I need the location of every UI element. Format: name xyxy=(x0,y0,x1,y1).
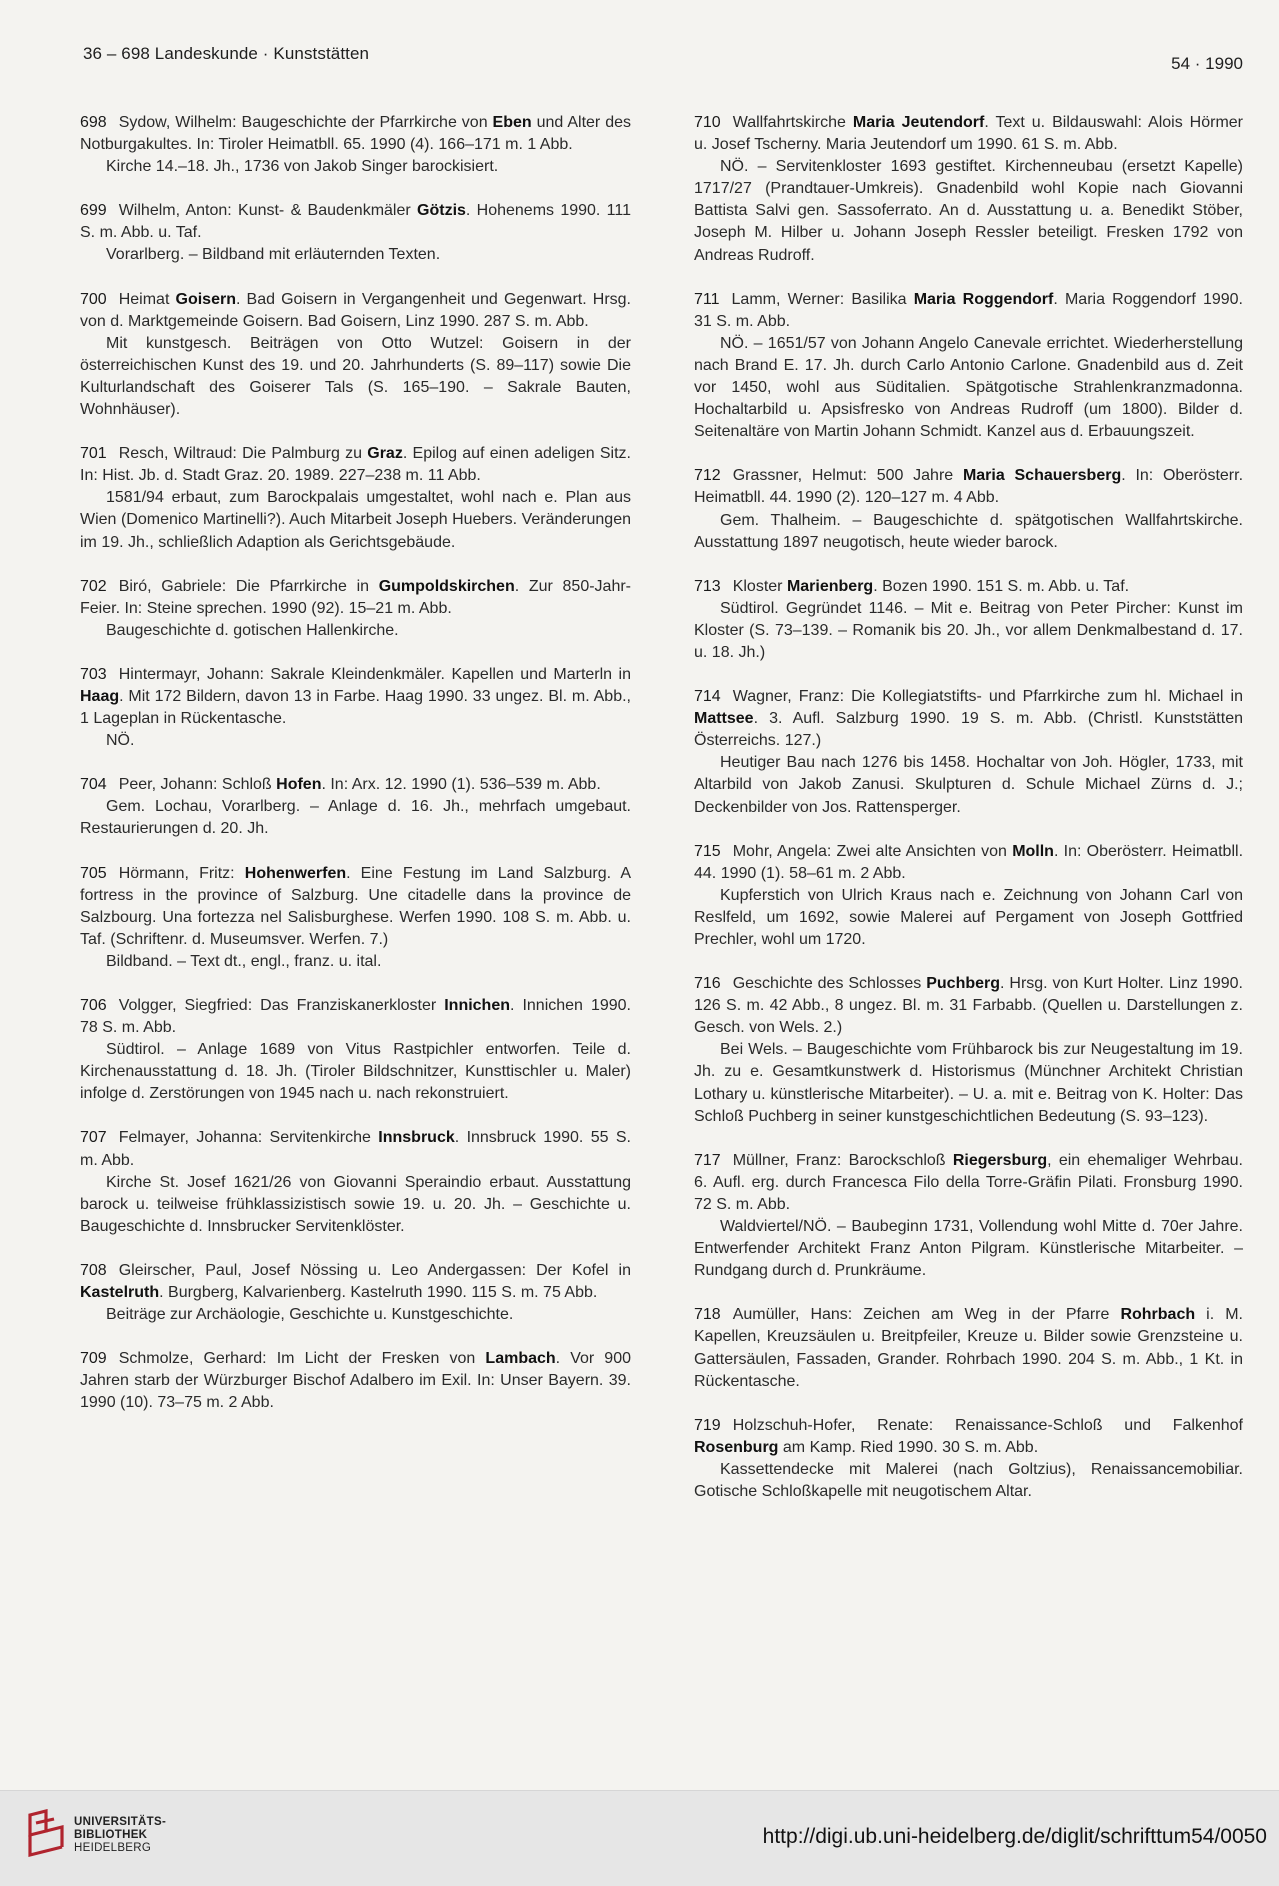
entry-annotation: Kirche St. Josef 1621/26 von Giovanni Speraindio erbaut. Ausstattung barock u. teilweise frühklassizistisch sowie 19. u. 20. Jh. – Geschichte u. Baugeschichte d. Innsbrucker Servitenklöster. xyxy=(80,1173,631,1235)
entry-citation xyxy=(80,1348,631,1414)
bibliography-entry xyxy=(80,995,631,1105)
entry-number: 706 xyxy=(80,997,107,1014)
entry-number: 716 xyxy=(694,975,721,993)
entry-annotation: Südtirol. – Anlage 1689 von Vitus Rastpichler entworfen. Teile d. Kirchenausstattung d. 18. Jh. (Tiroler Bildschnitzer, Kunsttischler u. Maler) infolge d. Zerstörungen von 1945 nach u. nach rekonstruiert. xyxy=(80,1041,631,1103)
bibliography-entry xyxy=(80,1127,631,1237)
entry-citation-rest: . Mit 172 Bildern, davon 13 in Farbe. Haag 1990. 33 ungez. Bl. m. Abb., 1 Lageplan in Rückentasche. xyxy=(80,687,631,728)
entry-number: 713 xyxy=(694,577,721,595)
entry-citation-rest: . 3. Aufl. Salzburg 1990. 19 S. m. Abb. (Christl. Kunststätten Österreichs. 127.) xyxy=(694,710,1243,750)
entry-citation-text: Lamm, Werner: Basilika xyxy=(731,290,914,308)
entry-citation-rest: . In: Oberösterr. Heimatbll. 44. 1990 (2). 120–127 m. 4 Abb. xyxy=(694,467,1244,507)
bibliography-entry xyxy=(694,1304,1243,1392)
entry-citation xyxy=(80,863,631,951)
entry-citation-text: Geschichte des Schlosses xyxy=(732,975,927,993)
entry-citation-text: Hintermayr, Johann: Sakrale Kleindenkmäler. Kapellen und Marterln in xyxy=(118,665,631,683)
right-column xyxy=(694,112,1243,1525)
entry-citation xyxy=(694,576,1243,598)
entry-place-keyword: Hofen xyxy=(276,776,322,794)
bibliography-entry xyxy=(694,973,1243,1128)
entry-annotation: NÖ. – Servitenkloster 1693 gestiftet. Kirchenneubau (ersetzt Kapelle) 1717/27 (Prandtauer-Umkreis). Gnadenbild wohl Kopie nach Giovanni Battista Salvi gen. Sassoferrato. An d. Ausstattung u. a. Benedikt Stöber, Joseph M. Hilber u. Johann Joseph Ressler beteiligt. Fresken 1792 von Andreas Rudroff. xyxy=(694,158,1243,264)
entry-citation-text: Hörmann, Fritz: xyxy=(118,864,245,882)
entry-annotation: Heutiger Bau nach 1276 bis 1458. Hochaltar von Joh. Högler, 1733, mit Altarbild von Jakob Zanusi. Skulpturen d. Schule Michael Zürns d. J.; Deckenbilder von Jos. Rattensperger. xyxy=(694,754,1243,816)
entry-citation xyxy=(80,1127,631,1171)
entry-place-keyword: Innichen xyxy=(444,997,510,1014)
entry-place-keyword: Riegersburg xyxy=(952,1151,1048,1169)
bibliography-entry xyxy=(80,443,631,553)
entry-place-keyword: Goisern xyxy=(175,290,236,308)
entry-citation xyxy=(80,774,631,796)
entry-citation-rest: am Kamp. Ried 1990. 30 S. m. Abb. xyxy=(778,1438,1039,1456)
entry-citation-text: Wilhelm, Anton: Kunst- & Baudenkmäler xyxy=(118,202,418,220)
entry-citation xyxy=(694,973,1243,1039)
footer-bar xyxy=(0,1790,1279,1886)
entry-citation-text: Felmayer, Johanna: Servitenkirche xyxy=(118,1129,379,1147)
entry-place-keyword: Molln xyxy=(1012,842,1054,860)
bibliography-entry xyxy=(694,112,1243,267)
entry-number: 715 xyxy=(694,842,721,860)
entry-annotation: Bildband. – Text dt., engl., franz. u. ital. xyxy=(106,952,382,970)
entry-citation xyxy=(694,289,1243,333)
library-name xyxy=(74,1816,166,1855)
bibliography-entry xyxy=(80,576,631,642)
entry-citation-rest: . Text u. Bildauswahl: Alois Hörmer u. Josef Tscherny. Maria Jeutendorf um 1990. 61 S. m. Abb. xyxy=(694,114,1244,154)
entry-number: 709 xyxy=(80,1350,107,1368)
entry-citation-text: Grassner, Helmut: 500 Jahre xyxy=(732,467,963,485)
library-name-line-3: HEIDELBERG xyxy=(74,1842,152,1854)
left-column xyxy=(80,112,631,1437)
entry-citation-text: Wagner, Franz: Die Kollegiatstifts- und Pfarrkirche zum hl. Michael in xyxy=(732,688,1243,706)
entry-number: 712 xyxy=(694,467,721,485)
entry-citation-rest: . Innichen 1990. 78 S. m. Abb. xyxy=(80,997,631,1037)
entry-annotation: Kassettendecke mit Malerei (nach Goltzius), Renaissancemobiliar. Gotische Schloßkapelle mit neugotischem Altar. xyxy=(694,1460,1243,1500)
entry-annotation: Bei Wels. – Baugeschichte vom Frühbarock bis zur Neugestaltung im 19. Jh. zu e. Gesamtkunstwerk d. Historismus (Münchner Architekt Christian Lothary u. künstlerische Mitarbeiter). – U. a. mit e. Beitrag von K. Holter: Das Schloß Puchberg in seiner kunstgeschichtlichen Bedeutung (S. 93–123). xyxy=(694,1041,1243,1125)
entry-citation xyxy=(694,1150,1243,1216)
entry-place-keyword: Eben xyxy=(492,114,532,131)
entry-annotation: Mit kunstgesch. Beiträgen von Otto Wutzel: Goisern in der österreichischen Kunst des 19. und 20. Jahrhunderts (S. 89–117) sowie Die Kulturlandschaft des Goiserer Tals (S. 165–190. – Sakrale Bauten, Wohnhäuser). xyxy=(80,334,631,419)
entry-citation xyxy=(80,664,631,730)
bibliography-entry xyxy=(694,289,1243,444)
entry-citation-rest: . Hrsg. von Kurt Holter. Linz 1990. 126 S. m. 42 Abb., 8 ungez. Bl. m. 31 Farbabb. (Quellen u. Darstellungen z. Gesch. von Wels. 2.) xyxy=(694,975,1244,1037)
bibliography-entry xyxy=(694,1150,1243,1283)
entry-citation-rest: . Bozen 1990. 151 S. m. Abb. u. Taf. xyxy=(873,577,1130,595)
entry-citation xyxy=(694,841,1243,885)
entry-number: 710 xyxy=(694,114,721,131)
entry-number: 719 xyxy=(694,1416,721,1434)
bibliography-entry xyxy=(80,1348,631,1414)
entry-annotation: Kirche 14.–18. Jh., 1736 von Jakob Singer barockisiert. xyxy=(106,158,499,176)
entry-place-keyword: Puchberg xyxy=(926,975,1001,993)
entry-citation-rest: . Maria Roggendorf 1990. 31 S. m. Abb. xyxy=(694,290,1243,330)
entry-annotation: NÖ. – 1651/57 von Johann Angelo Canevale errichtet. Wiederherstellung nach Brand E. 17. Jh. durch Carlo Antonio Carlone. Gnadenbild aus d. Zeit vor 1450, wohl aus Süditalien. Spätgotische Strahlenkranzmadonna. Hochaltarbild u. Apsisfresko von Andreas Rudroff (um 1800). Bilder d. Seitenaltäre von Martin Johann Schmidt. Kanzel aus d. Erbauungszeit. xyxy=(694,334,1243,441)
bibliography-entry xyxy=(80,200,631,266)
entry-citation-text: Volgger, Siegfried: Das Franziskanerkloster xyxy=(118,997,445,1014)
entry-annotation: Waldviertel/NÖ. – Baubeginn 1731, Vollendung wohl Mitte d. 70er Jahre. Entwerfender Architekt Franz Anton Pilgram. Künstlerische Mitarbeiter. – Rundgang durch d. Prunkräume. xyxy=(694,1218,1243,1280)
running-header xyxy=(83,44,1243,72)
entry-citation xyxy=(80,576,631,620)
entry-citation-rest: . Vor 900 Jahren starb der Würzburger Bischof Adalbero im Exil. In: Unser Bayern. 39. 1990 (10). 73–75 m. 2 Abb. xyxy=(80,1350,631,1412)
entry-annotation: Baugeschichte d. gotischen Hallenkirche. xyxy=(106,621,399,639)
entry-place-keyword: Rohrbach xyxy=(1120,1306,1196,1324)
entry-number: 714 xyxy=(694,688,721,706)
entry-place-keyword: Lambach xyxy=(485,1350,556,1368)
entry-place-keyword: Kastelruth xyxy=(80,1284,160,1302)
entry-place-keyword: Gumpoldskirchen xyxy=(378,577,515,595)
bibliography-entry xyxy=(80,289,631,422)
library-logo-icon xyxy=(24,1809,68,1859)
entry-citation-rest: . Eine Festung im Land Salzburg. A fortress in the province of Salzburg. Une citadelle dans la province de Salzbourg. Una fortezza nel Salisburghese. Werfen 1990. 108 S. m. Abb. u. Taf. (Schriftenr. d. Museumsver. Werfen. 7.) xyxy=(80,864,632,948)
entry-annotation: NÖ. xyxy=(106,732,135,750)
entry-place-keyword: Mattsee xyxy=(694,710,754,728)
entry-annotation: Kupferstich von Ulrich Kraus nach e. Zeichnung von Johann Carl von Reslfeld, um 1692, sowie Malerei auf Pergament von Joseph Gottfried Prechler, wohl um 1720. xyxy=(694,886,1243,948)
entry-place-keyword: Innsbruck xyxy=(378,1129,455,1147)
entry-place-keyword: Maria Roggendorf xyxy=(913,290,1054,308)
entry-citation xyxy=(694,686,1243,752)
entry-citation xyxy=(694,112,1243,156)
entry-citation-rest: . Bad Goisern in Vergangenheit und Gegenwart. Hrsg. von d. Marktgemeinde Goisern. Bad Goisern, Linz 1990. 287 S. m. Abb. xyxy=(80,290,632,330)
entry-citation-rest: . In: Arx. 12. 1990 (1). 536–539 m. Abb. xyxy=(321,776,601,794)
entry-annotation: Vorarlberg. – Bildband mit erläuternden Texten. xyxy=(106,246,441,264)
entry-citation-text: Resch, Wiltraud: Die Palmburg zu xyxy=(118,445,368,463)
bibliography-entry xyxy=(80,863,631,973)
entry-citation-text: Peer, Johann: Schloß xyxy=(118,776,277,794)
entry-citation-text: Heimat xyxy=(118,290,176,308)
entry-citation-rest: . Zur 850-Jahr-Feier. In: Steine sprechen. 1990 (92). 15–21 m. Abb. xyxy=(80,577,632,617)
entry-citation-text: Kloster xyxy=(732,577,787,595)
entry-number: 707 xyxy=(80,1129,107,1147)
entry-citation xyxy=(694,1304,1243,1392)
entry-citation-text: Wallfahrtskirche xyxy=(732,114,853,131)
entry-citation xyxy=(694,465,1243,509)
library-logo[interactable] xyxy=(24,1809,68,1859)
entry-citation xyxy=(80,112,631,156)
entry-place-keyword: Hohenwerfen xyxy=(244,864,347,882)
entry-citation-text: Schmolze, Gerhard: Im Licht der Fresken von xyxy=(118,1350,486,1368)
entry-citation-rest: . Epilog auf einen adeligen Sitz. In: Hist. Jb. d. Stadt Graz. 20. 1989. 227–238 m. 11 Abb. xyxy=(80,445,632,485)
bibliography-entry xyxy=(80,774,631,840)
entry-place-keyword: Rosenburg xyxy=(694,1438,779,1456)
entry-citation-text: Gleirscher, Paul, Josef Nössing u. Leo Andergassen: Der Kofel in xyxy=(118,1261,631,1279)
entry-citation-text: Mohr, Angela: Zwei alte Ansichten von xyxy=(732,842,1013,860)
entry-citation xyxy=(80,1260,631,1304)
entry-citation xyxy=(80,995,631,1039)
entry-number: 701 xyxy=(80,445,107,463)
entry-annotation: 1581/94 erbaut, zum Barockpalais umgestaltet, wohl nach e. Plan aus Wien (Domenico Martinelli?). Auch Mitarbeit Joseph Huebers. Veränderungen im 19. Jh., schließlich Adaption als Gerichtsgebäude. xyxy=(80,489,631,551)
entry-citation xyxy=(80,200,631,244)
entry-citation-rest: . In: Oberösterr. Heimatbll. 44. 1990 (1). 58–61 m. 2 Abb. xyxy=(694,842,1244,882)
entry-citation-rest: und Alter des Notburgakultes. In: Tiroler Heimatbll. 65. 1990 (4). 166–171 m. 1 Abb. xyxy=(80,114,631,154)
entry-number: 705 xyxy=(80,864,107,882)
entry-citation-text: Biró, Gabriele: Die Pfarrkirche in xyxy=(118,577,379,595)
entry-citation xyxy=(80,289,631,333)
entry-citation-rest: i. M. Kapellen, Kreuzsäulen u. Breitpfeiler, Kreuze u. Bilder sowie Grenzsteine u. Gattersäulen, Fassaden, Grander. Rohrbach 1990. 204 S. m. Abb., 1 Kt. in Rückentasche. xyxy=(694,1306,1243,1390)
bibliography-entry xyxy=(694,465,1243,553)
entry-number: 711 xyxy=(694,290,720,308)
bibliography-entry xyxy=(694,841,1243,951)
bibliography-entry xyxy=(80,112,631,178)
entry-citation-text: Aumüller, Hans: Zeichen am Weg in der Pfarre xyxy=(732,1306,1121,1324)
entry-number: 700 xyxy=(80,290,107,308)
bibliography-entry xyxy=(694,1415,1243,1503)
entry-number: 718 xyxy=(694,1306,721,1324)
entry-place-keyword: Graz xyxy=(367,445,403,463)
entry-citation xyxy=(80,443,631,487)
entry-citation-rest: . Burgberg, Kalvarienberg. Kastelruth 1990. 115 S. m. 75 Abb. xyxy=(159,1284,598,1302)
permalink-url[interactable]: http://digi.ub.uni-heidelberg.de/diglit/schrifttum54/0050 xyxy=(762,1825,1267,1848)
entry-annotation: Gem. Thalheim. – Baugeschichte d. spätgotischen Wallfahrtskirche. Ausstattung 1897 neugotisch, heute wieder barock. xyxy=(694,511,1243,551)
entry-annotation: Südtirol. Gegründet 1146. – Mit e. Beitrag von Peter Pircher: Kunst im Kloster (S. 73–139. – Romanik bis 20. Jh., vor allem Denkmalbestand d. 17. u. 18. Jh.) xyxy=(694,599,1243,661)
entry-citation-text: Sydow, Wilhelm: Baugeschichte der Pfarrkirche von xyxy=(118,114,493,131)
entry-number: 702 xyxy=(80,577,107,595)
entry-place-keyword: Marienberg xyxy=(786,577,874,595)
entry-number: 708 xyxy=(80,1261,107,1279)
entry-number: 698 xyxy=(80,114,107,131)
entry-annotation: Gem. Lochau, Vorarlberg. – Anlage d. 16. Jh., mehrfach umgebaut. Restaurierungen d. 20. Jh. xyxy=(80,798,631,838)
header-right: 54 · 1990 xyxy=(1171,54,1243,73)
entry-place-keyword: Götzis xyxy=(417,202,466,220)
bibliography-entry xyxy=(694,576,1243,664)
library-name-line-1: UNIVERSITÄTS- xyxy=(74,1816,167,1828)
entry-citation-text: Müllner, Franz: Barockschloß xyxy=(732,1151,953,1169)
entry-citation xyxy=(694,1415,1243,1459)
entry-citation-rest: . Innsbruck 1990. 55 S. m. Abb. xyxy=(80,1129,632,1169)
entry-place-keyword: Maria Schauersberg xyxy=(962,467,1122,485)
library-name-line-2: BIBLIOTHEK xyxy=(74,1829,148,1841)
bibliography-entry xyxy=(694,686,1243,819)
entry-number: 699 xyxy=(80,202,107,220)
entry-citation-text: Holzschuh-Hofer, Renate: Renaissance-Schloß und Falkenhof xyxy=(732,1416,1243,1434)
bibliography-entry xyxy=(80,664,631,752)
entry-number: 717 xyxy=(694,1151,721,1169)
entry-citation-rest: . Hohenems 1990. 111 S. m. Abb. u. Taf. xyxy=(80,202,631,242)
header-left: 36 – 698 Landeskunde · Kunststätten xyxy=(83,44,370,63)
entry-citation-rest: , ein ehemaliger Wehrbau. 6. Aufl. erg. durch Francesca Filo della Torre-Gräfin Pilati. Fronsburg 1990. 72 S. m. Abb. xyxy=(694,1151,1244,1213)
entry-annotation: Beiträge zur Archäologie, Geschichte u. Kunstgeschichte. xyxy=(106,1306,514,1324)
entry-number: 703 xyxy=(80,665,107,683)
entry-number: 704 xyxy=(80,776,107,794)
entry-place-keyword: Haag xyxy=(80,687,120,705)
bibliography-entry xyxy=(80,1260,631,1326)
entry-place-keyword: Maria Jeutendorf xyxy=(852,114,985,131)
